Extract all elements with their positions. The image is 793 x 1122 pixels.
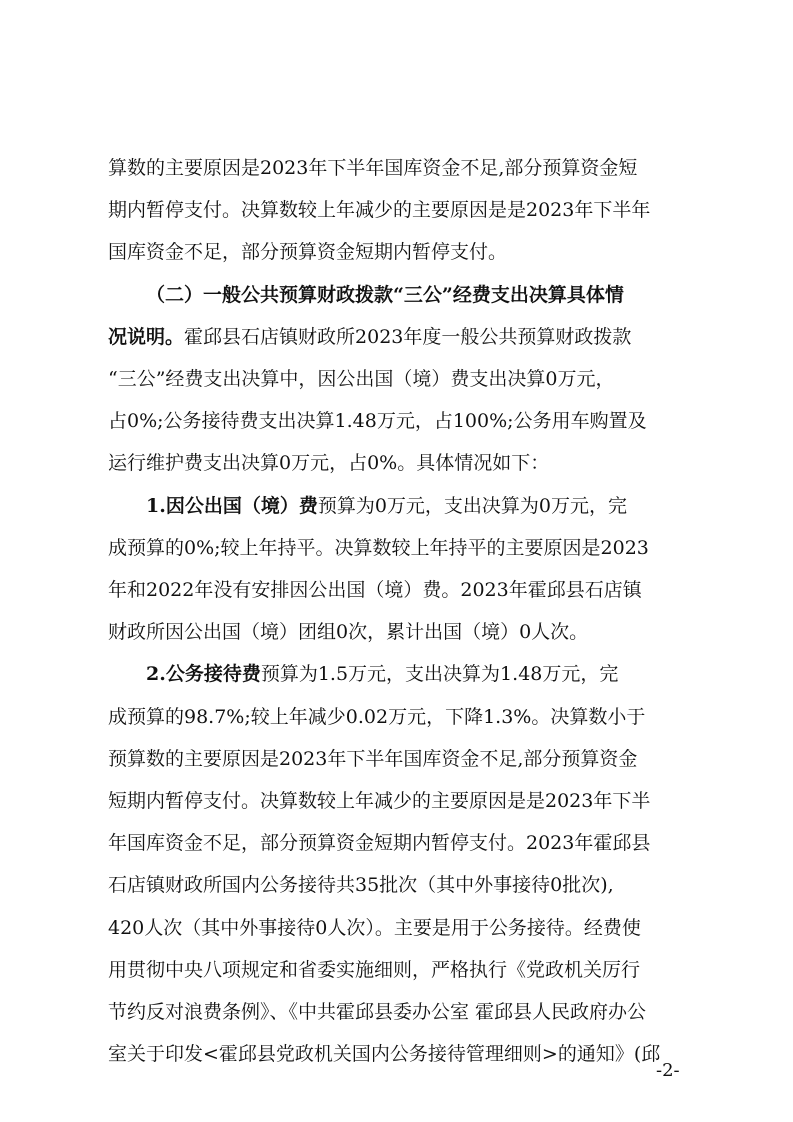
text-span: 算数的主要原因是2023年下半年国库资金不足,部分预算资金短	[108, 157, 638, 179]
text-span: 短期内暂停支付。决算数较上年减少的主要原因是是2023年下半	[108, 790, 651, 813]
item-heading: 2.公务接待费	[146, 663, 261, 686]
line	[108, 485, 694, 527]
text-span: 占0%;公务接待费支出决算1.48万元，占100%;公务用车购置及	[108, 410, 647, 433]
text-span: 节约反对浪费条例》、《中共霍邱县委办公室 霍邱县人民政府办公	[108, 1001, 647, 1024]
text-span: “三公”经费支出决算中，因公出国（境）费支出决算0万元，	[108, 368, 615, 391]
text-span: 霍邱县石店镇财政所2023年度一般公共预算财政拨款	[184, 325, 632, 348]
text-span: 用贯彻中央八项规定和省委实施细则，严格执行《党政机关厉行	[108, 958, 641, 981]
line	[108, 569, 694, 611]
text-span: 成预算的98.7%;较上年减少0.02万元，下降1.3%。决算数小于	[108, 705, 646, 728]
page-number: -2-	[656, 1060, 680, 1081]
line	[108, 611, 694, 653]
text-span: 成预算的0%;较上年持平。决算数较上年持平的主要原因是2023	[108, 536, 649, 559]
text-span: 420人次（其中外事接待0人次）。主要是用于公务接待。经费使	[108, 916, 641, 939]
text-span: 期内暂停支付。决算数较上年减少的主要原因是是2023年下半年	[108, 199, 651, 222]
text-span: 年和2022年没有安排因公出国（境）费。2023年霍邱县石店镇	[108, 579, 642, 602]
text-span: 预算为0万元，支出决算为0万元，完	[317, 494, 628, 517]
text-span: 石店镇财政所国内公务接待共35批次（其中外事接待0批次),	[108, 874, 614, 897]
line	[108, 442, 694, 484]
text-span: 运行维护费支出决算0万元，占0%。具体情况如下：	[108, 452, 550, 475]
line	[108, 907, 694, 949]
line	[108, 231, 694, 273]
body-text	[108, 147, 694, 1075]
line	[108, 189, 694, 231]
line	[108, 400, 694, 442]
line	[108, 358, 694, 400]
line	[108, 780, 694, 822]
line	[108, 696, 694, 738]
text-span: 财政所因公出国（境）团组0次，累计出国（境）0人次。	[108, 621, 589, 644]
text-span: 室关于印发<霍邱县党政机关国内公务接待管理细则>的通知》(邱	[108, 1043, 661, 1066]
text-span: 年国库资金不足，部分预算资金短期内暂停支付。2023年霍邱县	[108, 832, 651, 855]
line	[108, 991, 694, 1033]
line	[108, 822, 694, 864]
text-span: 国库资金不足，部分预算资金短期内暂停支付。	[108, 241, 508, 264]
text-span: 预算数的主要原因是2023年下半年国库资金不足,部分预算资金	[108, 747, 638, 770]
line	[108, 1033, 694, 1075]
section-heading: （二）一般公共预算财政拨款“三公”经费支出决算具体情	[146, 283, 624, 306]
line	[108, 316, 694, 358]
line	[108, 949, 694, 991]
section-heading: 况说明。	[108, 325, 185, 348]
line	[108, 274, 694, 316]
item-heading: 1.因公出国（境）费	[146, 494, 318, 517]
text-span: 预算为1.5万元，支出决算为1.48万元，完	[260, 663, 619, 686]
line	[108, 738, 694, 780]
line	[108, 527, 694, 569]
line	[108, 147, 694, 189]
line	[108, 653, 694, 695]
line	[108, 864, 694, 906]
